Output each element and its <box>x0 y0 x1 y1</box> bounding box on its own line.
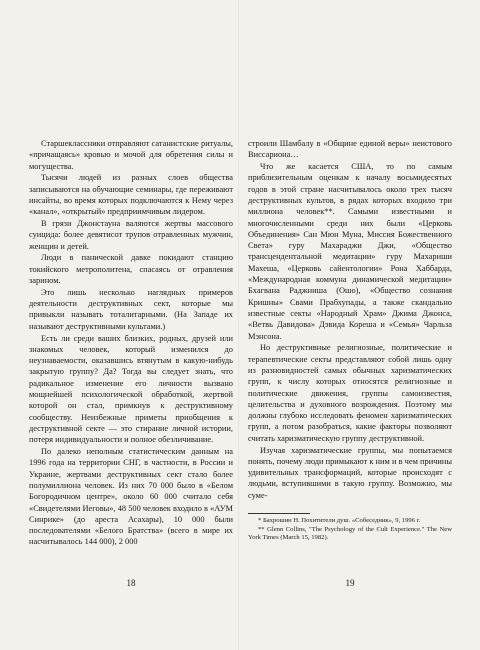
paragraph: Но деструктивные религиозные, политические и терапевтические секты представляют собой лишь одну из разновидностей самых обычных харизматических групп, к числу которых относятся религиозные и политические движения, группы самоизвестия, целительства и духовного возрождения. Поэтому мы должны глубоко исследовать феномен харизматических групп, а потом разобраться, какие факторы позволяют считать харизматическую группу деструктивной. <box>248 343 452 443</box>
paragraph: Люди в панической давке покидают станцию токийского метрополитена, спасаясь от отравления зарином. <box>29 253 233 286</box>
footnote-rule <box>248 513 310 514</box>
page-gutter <box>238 0 240 650</box>
paragraph: Это лишь несколько наглядных примеров деятельности деструктивных сект, которые мы привыкли называть тоталитарными. (На Западе их называют деструктивными культами.) <box>29 287 233 331</box>
paragraph: Изучая харизматические группы, мы попытаемся понять, почему люди примыкают к ним и в чем причины удивительных трансформаций, которые происходят с людьми, вступившими в такую группу. Возможно, мы суме- <box>248 445 452 500</box>
page-number-left: 18 <box>126 578 136 588</box>
paragraph: Что же касается США, то по самым приблизительным оценкам к началу восьмидесятых годов в этой стране насчитывалось около трех тысяч деструктивных культов, в рядах которых входило три миллиона человек**. Самыми известными и многочисленными среди них были «Церковь Объединения» Сан Мюн Муна, Миссия Божественного Света» гуру Махараджи Джи, «Общество трансцендентальной медитации» гуру Махариши Махеша, «Церковь сайентологии» Рона Хаббарда, «Международная коммуна динамической медитации» Бхагвана Раджниша (Ошо), «Общество сознания Кришны» Свами Прабхупады, а также скандально известные секты «Народный Храм» Джима Джонса, «Ветвь Давидова» Дэвида Кореша и «Семья» Чарльза Мэнсона. <box>248 162 452 341</box>
paragraph: Есть ли среди ваших близких, родных, друзей или знакомых человек, который изменился до неузнаваемости, оказавшись втянутым в какую-нибудь закрытую группу? Да? Тогда вы следует знать, что радикальное изменение его личности вызвано мощнейшей психологической обработкой, жертвой которой он стал, примкнув к деструктивному сообществу. Неизбежные приметы приобщения к деструктивной секте — это стирание личной истории, потеря индивидуальности и полное обезличивание. <box>29 333 233 445</box>
footnote: ** Glenn Collins, "The Psychology of the Cult Experience." The New York Times (March 15, 1982). <box>248 525 452 542</box>
right-page <box>248 138 452 543</box>
paragraph: Старшеклассники отправляют сатанистские ритуалы, «причащаясь» кровью и мочой для обретения силы и могущества. <box>29 139 233 171</box>
page-number-right: 19 <box>345 578 355 588</box>
paragraph: По далеко неполным статистическим данным на 1996 года на территории СНГ, в частности, в России и Украине, жертвами деструктивных сект стало более полумиллиона человек. Из них 70 000 было в «Белом Богородичном центре», около 60 000 считало себя «Свидетелями Иеговы», 48 500 человек входило в «АУМ Синрике» (до ареста Асахары), 10 000 были последователями «Белого Братства» (всего в мире их насчитывалось 144 000), 2 000 <box>29 447 233 547</box>
paragraph: строили Шамбалу в «Общине единой веры» неистового Виссариона… <box>248 139 452 160</box>
paragraph: Тысячи людей из разных слоев общества записываются на обучающие семинары, где переживают инсайты, во время которых подключаются к Нему через «канал», «открытый» предприимчивым лидером. <box>29 173 233 217</box>
footnote: * Бахрошин Н. Похитители душ. «Собеседник», 9, 1996 г. <box>258 517 421 524</box>
paragraph: В грязи Джонстауна валяются жертвы массового суицида: более девятисот трупов отравленных мужчин, женщин и детей. <box>29 219 233 251</box>
left-page <box>29 138 233 548</box>
